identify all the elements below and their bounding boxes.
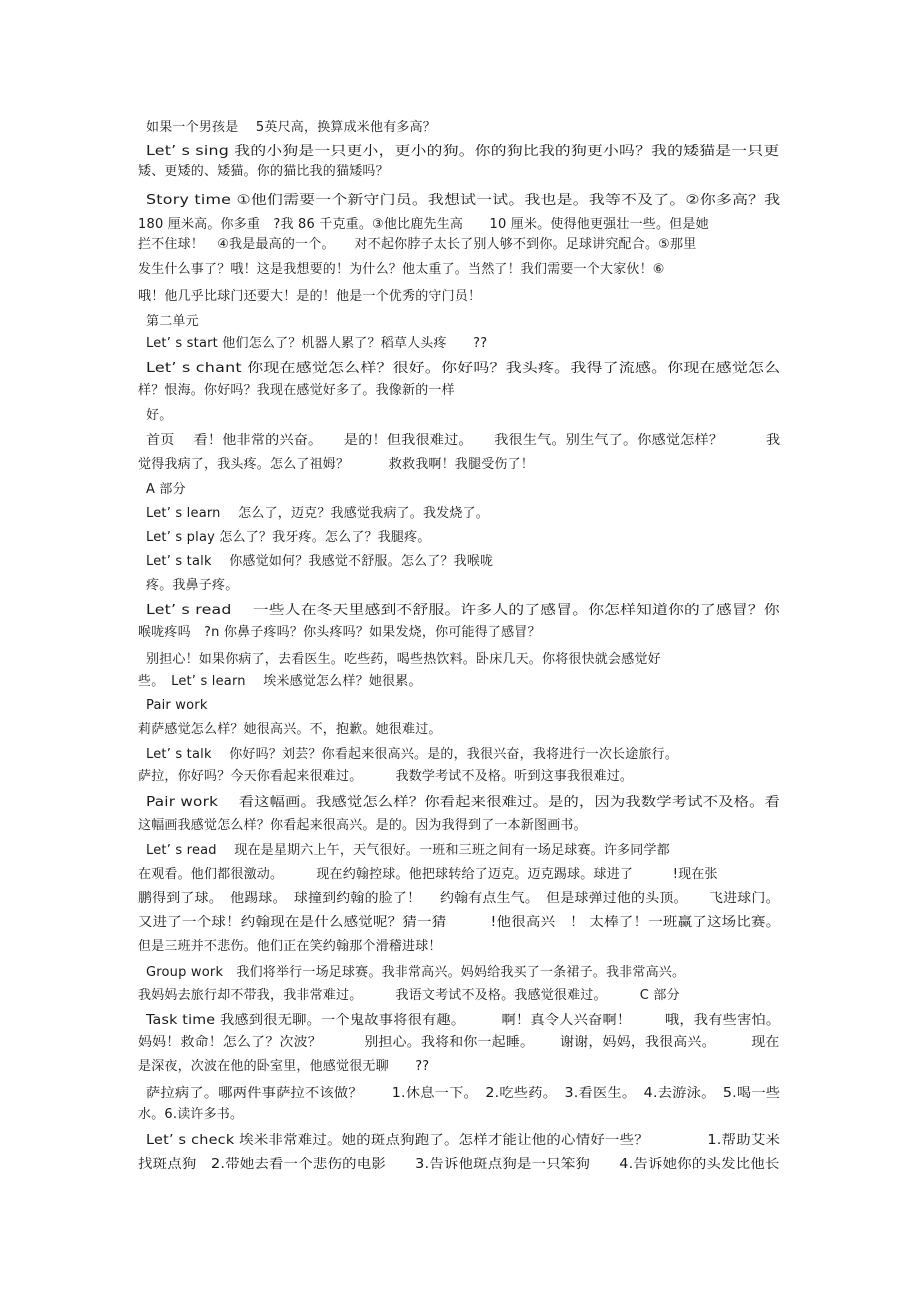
text-line: 觉得我病了，我头疼。怎么了祖姆？ 救救我啊！我腿受伤了！ — [138, 457, 535, 472]
text-line: 180 厘米高。你多重 ?我 86 千克重。③他比鹿先生高 10 厘米。使得他更强壮一些。但是她 — [138, 217, 709, 232]
text-line: Let’ s start 他们怎么了？机器人累了？稻草人头疼 ?? — [146, 336, 488, 351]
text-line: Let’ s talk 你感觉如何？我感觉不舒服。怎么了？我喉咙 — [146, 554, 494, 569]
text-line: Let’ s read 现在是星期六上午，天气很好。一班和三班之间有一场足球赛。许多同学都 — [146, 843, 670, 858]
text-line: Let’ s read 一些人在冬天里感到不舒服。许多人的了感冒。你怎样知道你的了感冒？你 — [146, 603, 780, 618]
text-line: Story time ①他们需要一个新守门员。我想试一试。我也是。我等不及了。②你多高？我 — [146, 193, 781, 208]
text-line: 萨拉，你好吗？今天你看起来很难过。 我数学考试不及格。听到这事我很难过。 — [138, 769, 634, 784]
text-line: 样？恨海。你好吗？我现在感觉好多了。我像新的一样 — [138, 383, 455, 398]
text-line: Let’ s sing 我的小狗是一只更小，更小的狗。你的狗比我的狗更小吗？我的矮猫是一只更 — [146, 144, 780, 159]
text-line: 水。6.读许多书。 — [138, 1107, 244, 1122]
text-line: Let’ s check 埃米非常难过。她的斑点狗跑了。怎样才能让他的心情好一些？ 1.帮助艾米 — [146, 1133, 781, 1148]
text-line: 莉萨感觉怎么样？她很高兴。不，抱歉。她很难过。 — [138, 722, 442, 737]
text-line: 是深夜，次波在他的卧室里，他感觉很无聊 ?? — [138, 1059, 430, 1074]
text-line: 疼。我鼻子疼。 — [146, 578, 239, 593]
text-line: 好。 — [146, 408, 173, 423]
text-line: 在观看。他们都很激动。 现在约翰控球。他把球转给了迈克。迈克踢球。球进了 !现在张 — [138, 867, 718, 882]
text-line: 我妈妈去旅行却不带我，我非常难过。 我语文考试不及格。我感觉很难过。 C 部分 — [138, 988, 680, 1003]
text-line: 些。 Let’ s learn 埃米感觉怎么样？她很累。 — [138, 674, 422, 689]
text-line: Pair work 看这幅画。我感觉怎么样？你看起来很难过。是的，因为我数学考试不及格。看 — [146, 795, 781, 810]
text-line: Group work 我们将举行一场足球赛。我非常高兴。妈妈给我买了一条裙子。我非常高兴。 — [146, 965, 686, 980]
text-line: 第二单元 — [146, 314, 199, 329]
text-line: 矮、更矮的、矮猫。你的猫比我的猫矮吗？ — [138, 164, 389, 179]
text-line: 喉咙疼吗 ?n 你鼻子疼吗？你头疼吗？如果发烧，你可能得了感冒？ — [138, 625, 541, 640]
text-line: 萨拉病了。哪两件事萨拉不该做？ 1.休息一下。 2.吃些药。 3.看医生。 4.去游泳。 5.喝一些 — [146, 1086, 781, 1101]
text-line: 哦！他几乎比球门还要大！是的！他是一个优秀的守门员！ — [138, 289, 482, 304]
text-line: 这幅画我感觉怎么样？你看起来很高兴。是的。因为我得到了一本新图画书。 — [138, 818, 587, 833]
text-line: Task time 我感到很无聊。一个鬼故事将很有趣。 啊！真令人兴奋啊！ 哦，我有些害怕。 — [146, 1013, 781, 1028]
text-line: 别担心！如果你病了，去看医生。吃些药，喝些热饮料。卧床几天。你将很快就会感觉好 — [146, 652, 661, 667]
text-line: Let’ s learn 怎么了，迈克？我感觉我病了。我发烧了。 — [146, 506, 489, 521]
text-line: A 部分 — [146, 482, 186, 497]
text-line: Pair work — [146, 698, 208, 713]
text-line: 拦不住球！ ④我是最高的一个。 对不起你脖子太长了别人够不到你。足球讲究配合。⑤那里 — [138, 237, 697, 252]
text-line: 首页 看！他非常的兴奋。 是的！但我很难过。 我很生气。别生气了。你感觉怎样？ 我 — [146, 433, 781, 448]
text-line: 发生什么事了？哦！这是我想要的！为什么？他太重了。当然了！我们需要一个大家伙！⑥ — [138, 262, 665, 277]
text-line: Let’ s play 怎么了？我牙疼。怎么了？我腿疼。 — [146, 530, 431, 545]
text-line: 又进了一个球！约翰现在是什么感觉呢？猜一猜 !他很高兴 ！ 太棒了！一班赢了这场比赛。 — [138, 915, 781, 930]
text-line: Let’ s chant 你现在感觉怎么样？很好。你好吗？我头疼。我得了流感。你现在感觉怎么 — [146, 361, 781, 376]
text-line: 妈妈！救命！怎么了？次波？ 别担心。我将和你一起睡。 谢谢，妈妈，我很高兴。 现在 — [138, 1035, 780, 1050]
text-line: 但是三班并不悲伤。他们正在笑约翰那个滑稽进球！ — [138, 939, 442, 954]
text-line: Let’ s talk 你好吗？刘芸？你看起来很高兴。是的，我很兴奋，我将进行一次长途旅行。 — [146, 747, 679, 762]
text-line: 如果一个男孩是 5英尺高，换算成米他有多高？ — [146, 120, 437, 135]
text-line: 鹏得到了球。 他踢球。 球撞到约翰的脸了！ 约翰有点生气。 但是球弹过他的头顶。 飞进球门。 — [138, 891, 780, 906]
text-line: 找斑点狗 2.带她去看一个悲伤的电影 3.告诉他斑点狗是一只笨狗 4.告诉她你的头发比他长 — [138, 1157, 780, 1172]
